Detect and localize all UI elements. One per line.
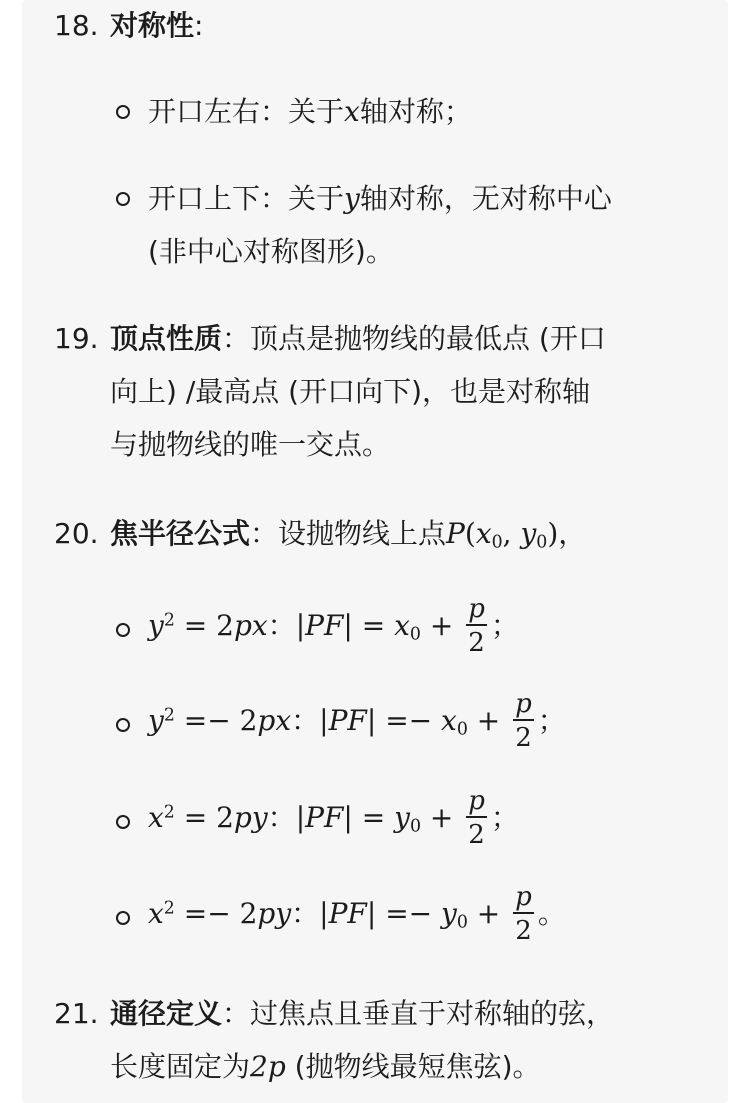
fraction-p-over-2: $\frac{p}{2}$ <box>515 882 532 946</box>
text: ： <box>291 704 320 737</box>
item-number: 20. <box>54 517 99 550</box>
bullet-icon <box>116 105 130 119</box>
formula-item: $x^2 =- 2py$：$|PF| =- y_0$ + $\frac{p}{2}$ 。 <box>148 882 566 946</box>
item-21-line2 <box>110 1047 541 1087</box>
fraction-p-over-2: $\frac{p}{2}$ <box>468 786 485 850</box>
text: ： <box>267 801 296 834</box>
item-title: 对称性 <box>110 9 195 42</box>
text: ， <box>558 517 587 550</box>
math-var: x <box>344 95 360 128</box>
text: ：过焦点且垂直于对称轴的弦， <box>222 997 615 1030</box>
text: 开口上下：关于 <box>148 182 345 215</box>
item-19-line2: 向上) /最高点 (开口向下)，也是对称轴 <box>110 375 591 408</box>
math-point: $P(x_0$, $y_0$) <box>446 517 559 553</box>
text: 。 <box>537 897 566 930</box>
formula: $x^2 = 2py$ <box>148 801 268 834</box>
text: 开口左右：关于 <box>148 95 345 128</box>
bullet-icon <box>116 911 130 925</box>
colon: : <box>194 9 204 42</box>
text: ： <box>267 609 296 642</box>
item-21-line1 <box>110 994 614 1034</box>
math-var: y <box>344 182 360 215</box>
formula-item: $x^2 = 2py$：$|PF| = y_0$ + $\frac{p}{2}$ ； <box>148 786 519 850</box>
fraction-p-over-2: $\frac{p}{2}$ <box>515 689 532 753</box>
text: ； <box>537 704 566 737</box>
item-20-heading <box>110 514 586 554</box>
text: 轴对称； <box>359 95 472 128</box>
list-item-continuation: (非中心对称图形)。 <box>148 235 394 268</box>
list-item <box>148 92 472 132</box>
bullet-icon <box>116 192 130 206</box>
item-number: 21. <box>54 997 99 1030</box>
item-title: 焦半径公式 <box>110 517 251 550</box>
bullet-icon <box>116 815 130 829</box>
item-19-line1 <box>110 319 606 359</box>
text: 长度固定为 <box>110 1050 251 1083</box>
bullet-icon <box>116 718 130 732</box>
bullet-icon <box>116 623 130 637</box>
item-title: 通径定义 <box>110 997 223 1030</box>
item-number: 19. <box>54 322 99 355</box>
text: ； <box>490 609 519 642</box>
list-item <box>148 179 612 219</box>
item-19-line3: 与抛物线的唯一交点。 <box>110 428 391 461</box>
item-title: 顶点性质 <box>110 322 223 355</box>
text: 轴对称，无对称中心 <box>359 182 612 215</box>
math: 2p <box>250 1050 286 1083</box>
formula: $y^2 = 2px$ <box>148 609 268 642</box>
item-number: 18. <box>54 9 99 42</box>
text: ：顶点是抛物线的最低点 (开口 <box>222 322 606 355</box>
text: ：设抛物线上点 <box>250 517 447 550</box>
formula: $x^2 =- 2py$ <box>148 897 292 930</box>
formula-item: $y^2 = 2px$：$|PF| = x_0$ + $\frac{p}{2}$ ； <box>148 594 519 658</box>
formula-item: $y^2 =- 2px$：$|PF| =- x_0$ + $\frac{p}{2}$ ； <box>148 689 566 753</box>
text: (抛物线最短焦弦)。 <box>285 1050 541 1083</box>
item-18-heading <box>110 6 203 46</box>
text: ： <box>291 897 320 930</box>
text: ； <box>490 801 519 834</box>
formula: $y^2 =- 2px$ <box>148 704 292 737</box>
fraction-p-over-2: $\frac{p}{2}$ <box>468 594 485 658</box>
